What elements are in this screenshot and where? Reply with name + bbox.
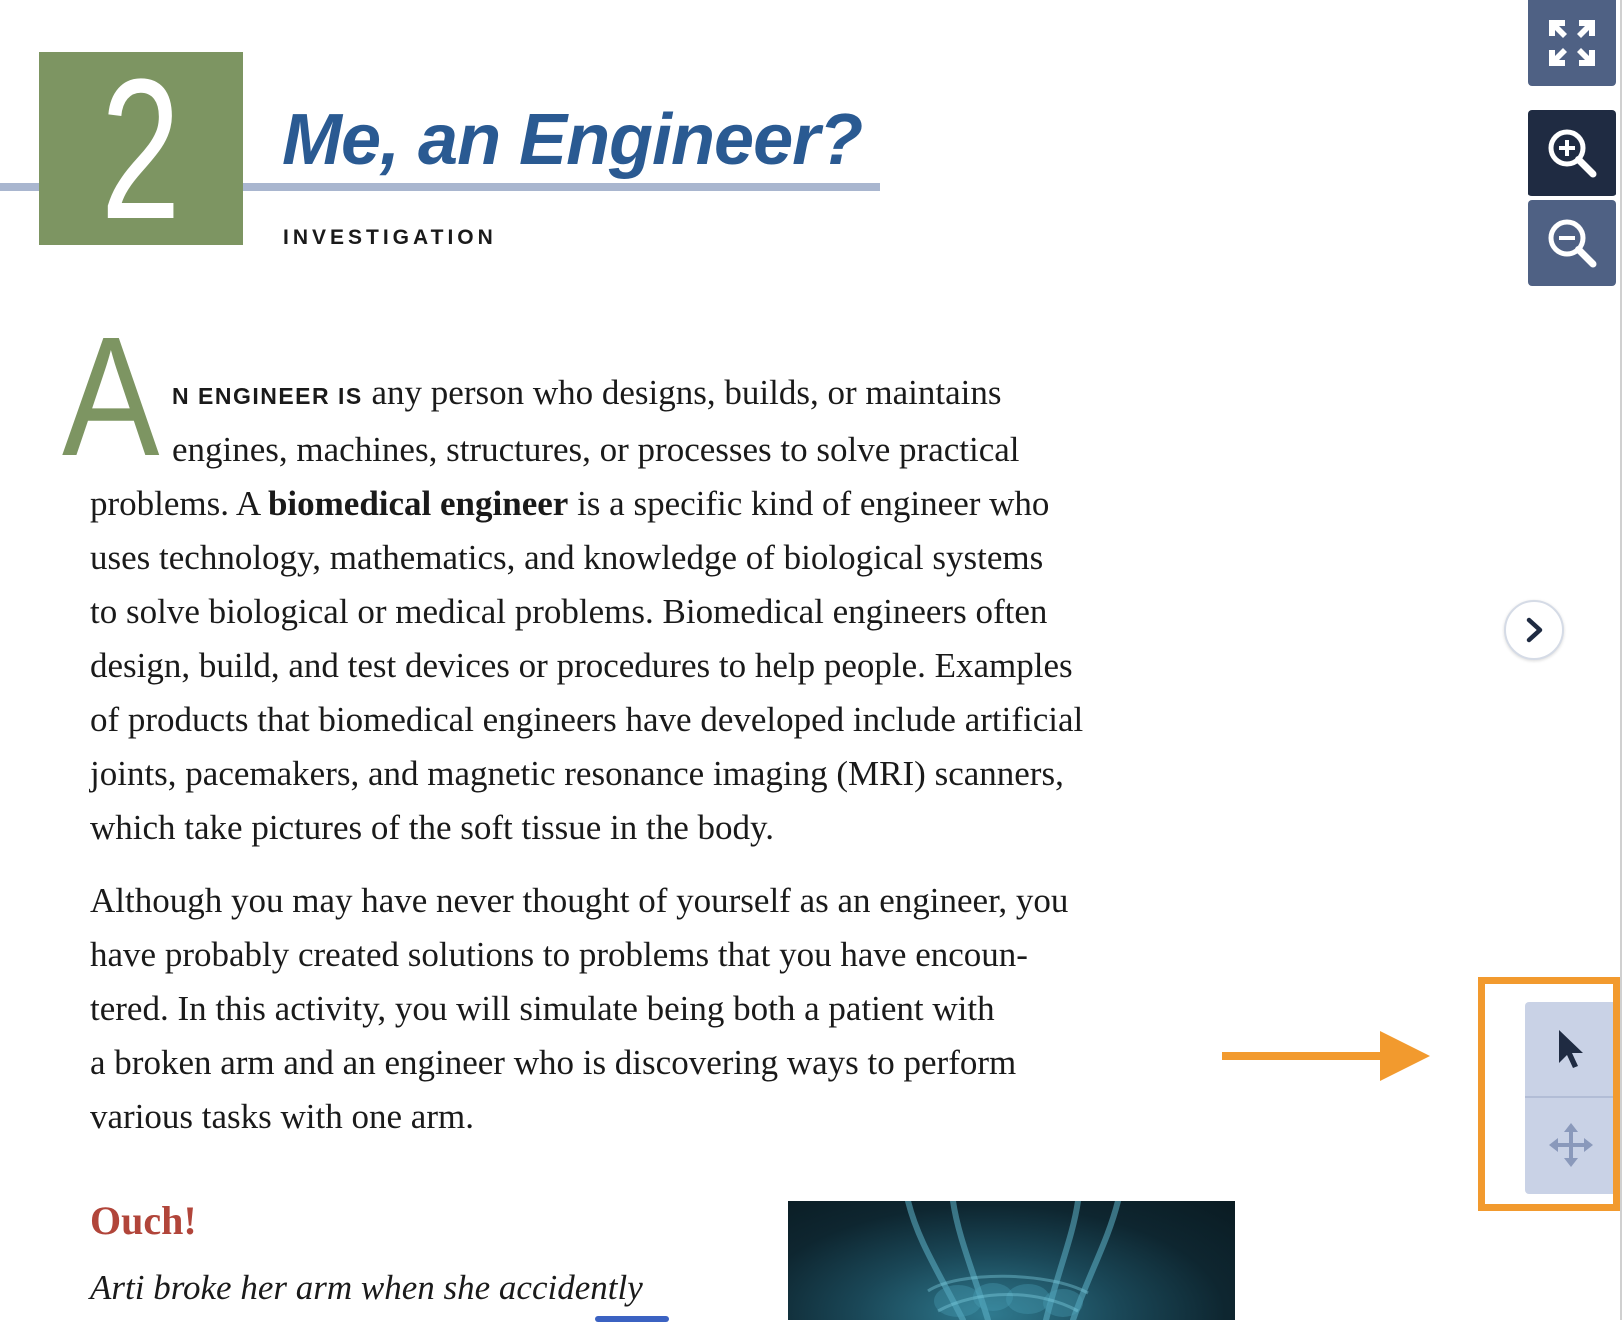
- page-edge: [1620, 0, 1622, 1320]
- intro-line: N ENGINEER IS any person who designs, builds, or maintains: [172, 373, 1002, 412]
- intro-paragraph: [90, 366, 1240, 855]
- chapter-number-box: [39, 37, 243, 261]
- activity-line: Although you may have never thought of yourself as an engineer, you: [90, 881, 1069, 920]
- zoom-in-button[interactable]: [1528, 110, 1616, 198]
- drop-cap: A: [62, 302, 160, 492]
- chevron-right-icon: [1521, 617, 1547, 643]
- chapter-number: 2: [100, 37, 182, 261]
- callout-arrow-head: [1380, 1031, 1430, 1081]
- intro-line: uses technology, mathematics, and knowledge of biological systems: [90, 538, 1044, 577]
- section-heading: Ouch!: [90, 1198, 197, 1243]
- zoom-out-button[interactable]: [1528, 200, 1616, 286]
- expand-icon: [1545, 16, 1599, 70]
- activity-line: various tasks with one arm.: [90, 1097, 474, 1136]
- chapter-subtitle: INVESTIGATION: [283, 226, 497, 249]
- activity-line: tered. In this activity, you will simulate being both a patient with: [90, 989, 995, 1028]
- tool-highlight-box: [1478, 977, 1620, 1211]
- intro-line: to solve biological or medical problems. Biomedical engineers often: [90, 592, 1048, 631]
- intro-line: which take pictures of the soft tissue in the body.: [90, 808, 774, 847]
- activity-line: a broken arm and an engineer who is discovering ways to perform: [90, 1043, 1017, 1082]
- xray-bones-graphic: [788, 1201, 1235, 1320]
- scroll-indicator[interactable]: [595, 1316, 669, 1322]
- intro-line: design, build, and test devices or procedures to help people. Examples: [90, 646, 1073, 685]
- zoom-out-icon: [1546, 217, 1598, 269]
- chapter-title: Me, an Engineer?: [282, 100, 863, 180]
- zoom-in-icon: [1546, 127, 1598, 179]
- lead-in: N ENGINEER IS: [172, 383, 363, 409]
- activity-line: have probably created solutions to problems that you have encoun-: [90, 935, 1028, 974]
- intro-line: problems. A biomedical engineer is a specific kind of engineer who: [90, 484, 1050, 523]
- intro-line: of products that biomedical engineers have developed include artificial: [90, 700, 1084, 739]
- xray-image: [788, 1201, 1235, 1320]
- callout-arrow: [1222, 1052, 1382, 1060]
- intro-line: engines, machines, structures, or processes to solve practical: [172, 430, 1020, 469]
- story-text: Arti broke her arm when she accidently: [90, 1268, 643, 1307]
- next-page-button[interactable]: [1504, 600, 1564, 660]
- activity-paragraph: [90, 874, 1240, 1144]
- expand-button[interactable]: [1528, 0, 1616, 86]
- intro-line: joints, pacemakers, and magnetic resonance imaging (MRI) scanners,: [90, 754, 1064, 793]
- key-term: biomedical engineer: [267, 484, 569, 523]
